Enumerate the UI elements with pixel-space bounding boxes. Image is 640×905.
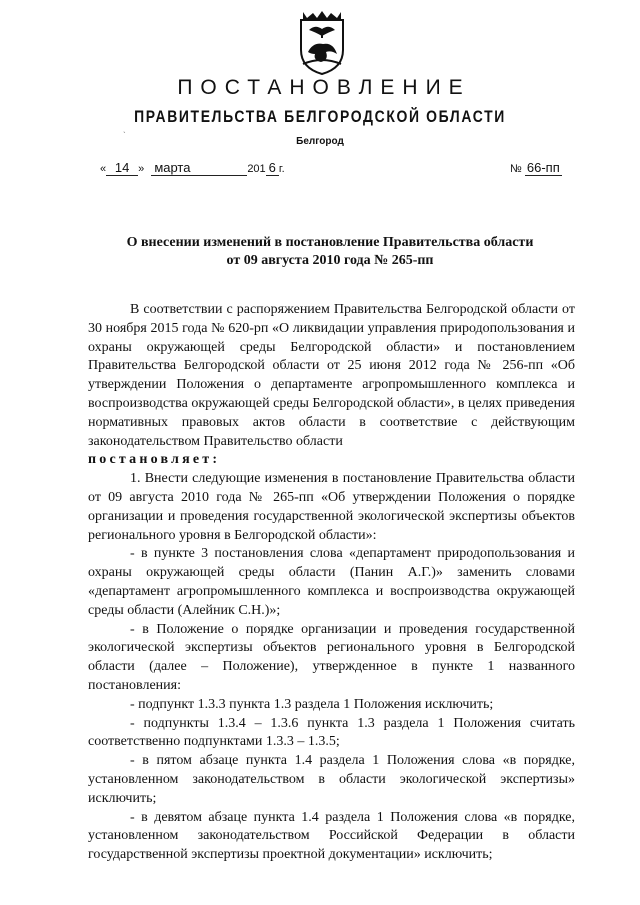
number-label: № — [510, 163, 522, 175]
document-type-title: ПОСТАНОВЛЕНИЕ — [177, 76, 471, 99]
document-date — [100, 160, 285, 176]
body-paragraph-amendment-3: - подпункт 1.3.3 пункта 1.3 раздела 1 Положения исключить; — [130, 696, 494, 712]
body-paragraph-amendment-2: - в Положение о порядке организации и проведения государственной экологической экспертизы объектов регионального уровня в Белгородской области (далее – Положение), утвержденное в пункте 1 названного постановления: — [88, 621, 575, 693]
city-name: Белгород — [296, 136, 344, 147]
issuing-authority: ПРАВИТЕЛЬСТВА БЕЛГОРОДСКОЙ ОБЛАСТИ — [134, 107, 506, 126]
decree-word: постановляет: — [88, 452, 221, 468]
date-month: марта — [151, 160, 247, 176]
document-subject — [100, 234, 560, 270]
belgorod-coat-of-arms-icon — [293, 10, 351, 76]
body-paragraph-amendment-5: - в пятом абзаце пункта 1.4 раздела 1 Положения слова «в порядке, установленном законодательством в области экологической экспертизы» исключить; — [88, 753, 575, 806]
document-number — [510, 160, 562, 175]
body-paragraph-amendment-6: - в девятом абзаце пункта 1.4 раздела 1 Положения слова «в порядке, установленном законодательством Российской Федерации в области государственной экспертизы проектной документации» исключить; — [88, 809, 575, 863]
body-paragraph-amendment-1: - в пункте 3 постановления слова «департамент природопользования и охраны окружающей среды области (Панин А.Г.)» заменить словами «департамент агропромышленного комплекса и воспроизводства окружающей среды области (Алейник С.Н.)»; — [88, 546, 575, 618]
body-paragraph-preamble: В соответствии с распоряжением Правительства Белгородской области от 30 ноября 2015 года № 620-рп «О ликвидации управления природопользования и охраны окружающей среды Белгородской области» и постановлением Правительства Белгородской области от 25 июня 2012 года № 256-пп «Об утверждении Положения о департаменте агропромышленного комплекса и воспроизводства окружающей среды Белгородской области», в целях приведения нормативных правовых актов области в соответствие с действующим законодательством Правительство области — [88, 302, 575, 449]
document-body — [88, 301, 575, 865]
body-paragraph-amendment-4: - подпункты 1.3.4 – 1.3.6 пункта 1.3 раздела 1 Положения считать соответственно подпунктами 1.3.3 – 1.3.5; — [88, 715, 575, 750]
date-year-prefix: 201 — [247, 163, 266, 175]
date-year-suffix: 6 — [266, 160, 279, 176]
subject-line-1: О внесении изменений в постановление Правительства области — [126, 235, 534, 250]
number-value: 66-пп — [526, 160, 560, 175]
date-quote-open: « — [100, 163, 107, 175]
date-year-unit: г. — [278, 163, 285, 175]
date-day: 14 — [106, 160, 138, 176]
body-paragraph-item-1: 1. Внести следующие изменения в постановление Правительства области от 09 августа 2010 года № 265-пп «Об утверждении Положения о порядке организации и проведения государственной экологической экспертизы объектов регионального уровня в Белгородской области»: — [88, 471, 575, 543]
date-quote-close: » — [138, 163, 145, 175]
scan-speck: ˎ — [123, 124, 126, 133]
subject-line-2: от 09 августа 2010 года № 265-пп — [226, 253, 434, 268]
